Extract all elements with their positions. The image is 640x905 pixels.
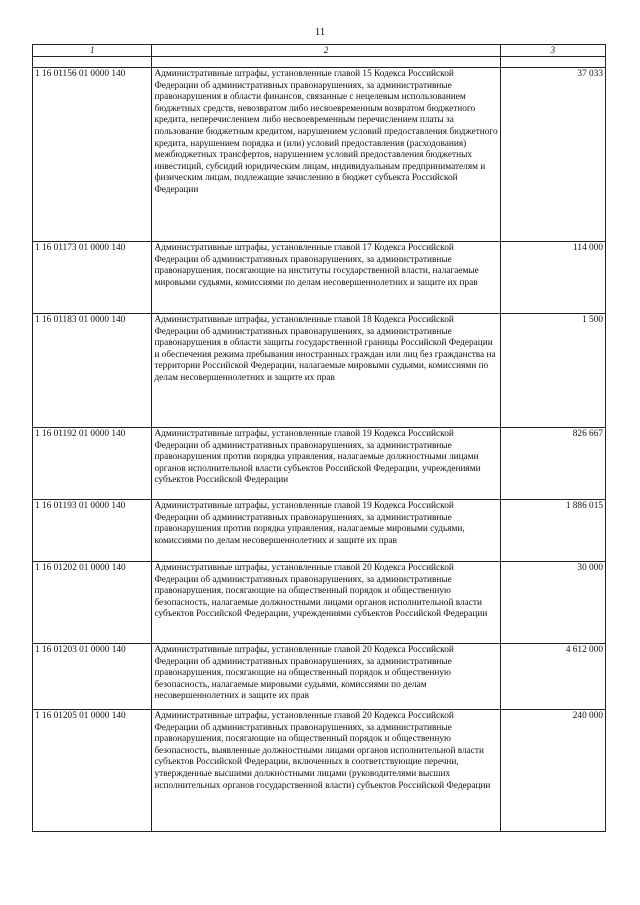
row-description: Административные штрафы, установленные главой 20 Кодекса Российской Федерации об административных правонарушениях, за административные правонарушения, посягающие на общественный порядок и общественную безопасность, налагаемые мировыми судьями, комиссиями по делам несовершеннолетних и защите их прав [152,644,500,710]
table-row [33,314,606,428]
row-amount: 30 000 [500,562,605,644]
row-description: Административные штрафы, установленные главой 19 Кодекса Российской Федерации об административных правонарушениях, за административные правонарушения против порядка управления, налагаемые мировыми судьями, комиссиями по делам несовершеннолетних и защите их прав [152,500,500,562]
row-description: Административные штрафы, установленные главой 15 Кодекса Российской Федерации об административных правонарушениях, за административные правонарушения в области финансов, связанные с нецелевым использованием бюджетных средств, невозвратом либо несвоевременным возвратом бюджетного кредита, неперечислением либо несвоевременным перечислением платы за пользование бюджетным кредитом, нарушением условий предоставления бюджетного кредита, нарушением порядка и (или) условий предоставления (расходования) межбюджетных трансфертов, нарушением условий предоставления бюджетных инвестиций, субсидий юридическим лицам, индивидуальным предпринимателям и физическим лицам, подлежащие зачислению в бюджет субъекта Российской Федерации [152,68,500,242]
row-amount: 114 000 [500,242,605,314]
budget-code: 1 16 01156 01 0000 140 [33,68,152,242]
header-col2: 2 [152,45,500,57]
budget-code: 1 16 01193 01 0000 140 [33,500,152,562]
budget-code: 1 16 01205 01 0000 140 [33,710,152,832]
row-description: Административные штрафы, установленные главой 20 Кодекса Российской Федерации об административных правонарушениях, за административные правонарушения, посягающие на общественный порядок и общественную безопасность, выявленные должностными лицами органов исполнительной власти субъектов Российской Федерации, включенных в соответствующие перечни, утвержденные высшими должностными лицами (руководителями высших исполнительных органов государственной власти) субъектов Российской Федерации [152,710,500,832]
revenue-table [32,44,606,832]
row-amount: 1 500 [500,314,605,428]
table-spacer-row [33,57,606,68]
table-row [33,562,606,644]
table-row [33,710,606,832]
header-col1: 1 [33,45,152,57]
budget-code: 1 16 01192 01 0000 140 [33,428,152,500]
row-amount: 240 000 [500,710,605,832]
row-description: Административные штрафы, установленные главой 19 Кодекса Российской Федерации об административных правонарушениях, за административные правонарушения против порядка управления, налагаемые должностными лицами органов исполнительной власти субъектов Российской Федерации, учреждениями субъектов Российской Федерации [152,428,500,500]
table-row [33,242,606,314]
table-row [33,68,606,242]
budget-code: 1 16 01183 01 0000 140 [33,314,152,428]
table-row [33,428,606,500]
row-description: Административные штрафы, установленные главой 17 Кодекса Российской Федерации об административных правонарушениях, за административные правонарушения, посягающие на институты государственной власти, налагаемые мировыми судьями, комиссиями по делам несовершеннолетних и защите их прав [152,242,500,314]
row-description: Административные штрафы, установленные главой 20 Кодекса Российской Федерации об административных правонарушениях, за административные правонарушения, посягающие на общественный порядок и общественную безопасность, налагаемые должностными лицами органов исполнительной власти субъектов Российской Федерации, учреждениями субъектов Российской Федерации [152,562,500,644]
table-row [33,500,606,562]
row-amount: 1 886 015 [500,500,605,562]
row-amount: 4 612 000 [500,644,605,710]
page-number: 11 [314,26,326,38]
header-col3: 3 [500,45,605,57]
table-header-row [33,45,606,57]
budget-code: 1 16 01203 01 0000 140 [33,644,152,710]
budget-code: 1 16 01173 01 0000 140 [33,242,152,314]
row-amount: 37 033 [500,68,605,242]
table-row [33,644,606,710]
budget-code: 1 16 01202 01 0000 140 [33,562,152,644]
row-amount: 826 667 [500,428,605,500]
row-description: Административные штрафы, установленные главой 18 Кодекса Российской Федерации об административных правонарушениях, за административные правонарушения в области защиты государственной границы Российской Федерации и обеспечения режима пребывания иностранных граждан или лиц без гражданства на территории Российской Федерации, налагаемые мировыми судьями, комиссиями по делам несовершеннолетних и защите их прав [152,314,500,428]
